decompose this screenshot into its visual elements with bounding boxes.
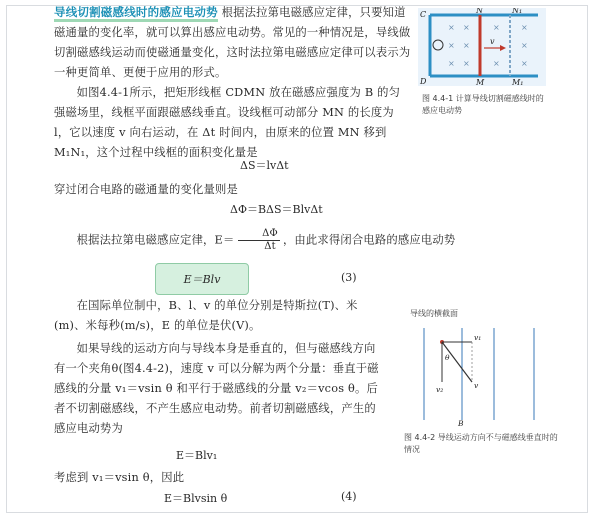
figure-4-4-2-title: 导线的横截面 — [410, 309, 458, 318]
paragraph-intro — [54, 2, 414, 83]
field-cross: × — [463, 59, 470, 68]
paragraph-substitute: 考虑到 v₁＝vsin θ，因此 — [54, 471, 185, 484]
figure-4-4-2 — [404, 320, 564, 432]
faraday-text-b: ，由此求得闭合电路的感应电动势 — [282, 233, 456, 247]
field-cross: × — [463, 23, 470, 32]
figure-4-4-2-caption: 图 4.4-2 导线运动方向不与磁感线垂直时的情况 — [404, 433, 558, 454]
equation-3-box — [155, 263, 249, 295]
field-cross: × — [448, 41, 455, 50]
equation-3: E＝Blv — [183, 273, 221, 286]
label-c: C — [420, 10, 427, 19]
fraction-denominator: Δt — [264, 241, 276, 252]
fraction-dphi-dt — [238, 228, 280, 253]
faraday-text-a: 根据法拉第电磁感应定律，E＝ — [76, 233, 235, 247]
equation-blv1: E＝Blv₁ — [176, 449, 218, 462]
equation-3-number: (3) — [341, 271, 357, 284]
field-cross: × — [448, 59, 455, 68]
label-n: N — [476, 8, 483, 15]
field-cross: × — [463, 41, 470, 50]
label-v1: v₁ — [474, 333, 482, 342]
label-m1: M₁ — [512, 78, 524, 86]
field-cross: × — [521, 41, 528, 50]
equation-4-number: (4) — [341, 490, 357, 503]
fraction-numerator: ΔΦ — [238, 228, 280, 241]
label-theta: θ — [445, 353, 450, 362]
paragraph-faraday — [54, 228, 474, 253]
label-b: B — [458, 419, 464, 428]
field-cross: × — [493, 23, 500, 32]
field-cross: × — [521, 23, 528, 32]
field-cross: × — [521, 59, 528, 68]
equation-4: E＝Blvsin θ — [164, 492, 228, 505]
label-m: M — [476, 78, 485, 86]
intro-text: 根据法拉第电磁感应定律，只要知道磁通量的变化率，就可以算出感应电动势。常见的一种情况是，导线做切割磁感线运动而使磁通量变化，这时法拉第电磁感应定律可以表示为一种更简单、更便于应用的形式。 — [54, 6, 411, 79]
paragraph-units: 在国际单位制中，B、l、v 的单位分别是特斯拉(T)、米(m)、米每秒(m/s)，E 的单位是伏(V)。 — [54, 299, 358, 332]
figure-4-4-1 — [418, 8, 546, 90]
label-v2: v₂ — [436, 385, 444, 394]
figure-4-4-1-caption: 图 4.4-1 计算导线切割磁感线时的感应电动势 — [422, 94, 544, 115]
label-v: v — [474, 381, 479, 390]
label-d: D — [420, 77, 427, 86]
diagram-background — [404, 320, 564, 428]
section-heading: 导线切割磁感线时的感应电动势 — [54, 5, 218, 22]
rectangular-frame-diagram — [418, 8, 546, 86]
label-n1: N₁ — [512, 8, 523, 15]
label-v: v — [490, 37, 495, 46]
field-cross: × — [493, 59, 500, 68]
inclined-motion-diagram — [404, 320, 564, 428]
paragraph-angle: 如果导线的运动方向与导线本身是垂直的，但与磁感线方向有一个夹角θ(图4.4-2)，速度 v 可以分解为两个分量：垂直于磁感线的分量 v₁＝vsin θ 和平行于磁感线的分量 v₂＝vcos θ。后者不切割磁感线，不产生感应电动势。前者切割磁感线，产生的感应电动势为 — [54, 342, 379, 435]
field-cross: × — [448, 23, 455, 32]
paragraph-flux-intro: 穿过闭合电路的磁通量的变化量则是 — [54, 183, 238, 196]
equation-area: ΔS＝lvΔt — [240, 159, 289, 172]
paragraph-setup: 如图4.4-1所示，把矩形线框 CDMN 放在磁感应强度为 B 的匀强磁场里，线框平面跟磁感线垂直。设线框可动部分 MN 的长度为 l，它以速度 v 向右运动，在 Δt 时间内，由原来的位置 MN 移到 M₁N₁，这个过程中线框的面积变化量是 — [54, 86, 401, 159]
equation-flux: ΔΦ＝BΔS＝BlvΔt — [230, 203, 323, 216]
